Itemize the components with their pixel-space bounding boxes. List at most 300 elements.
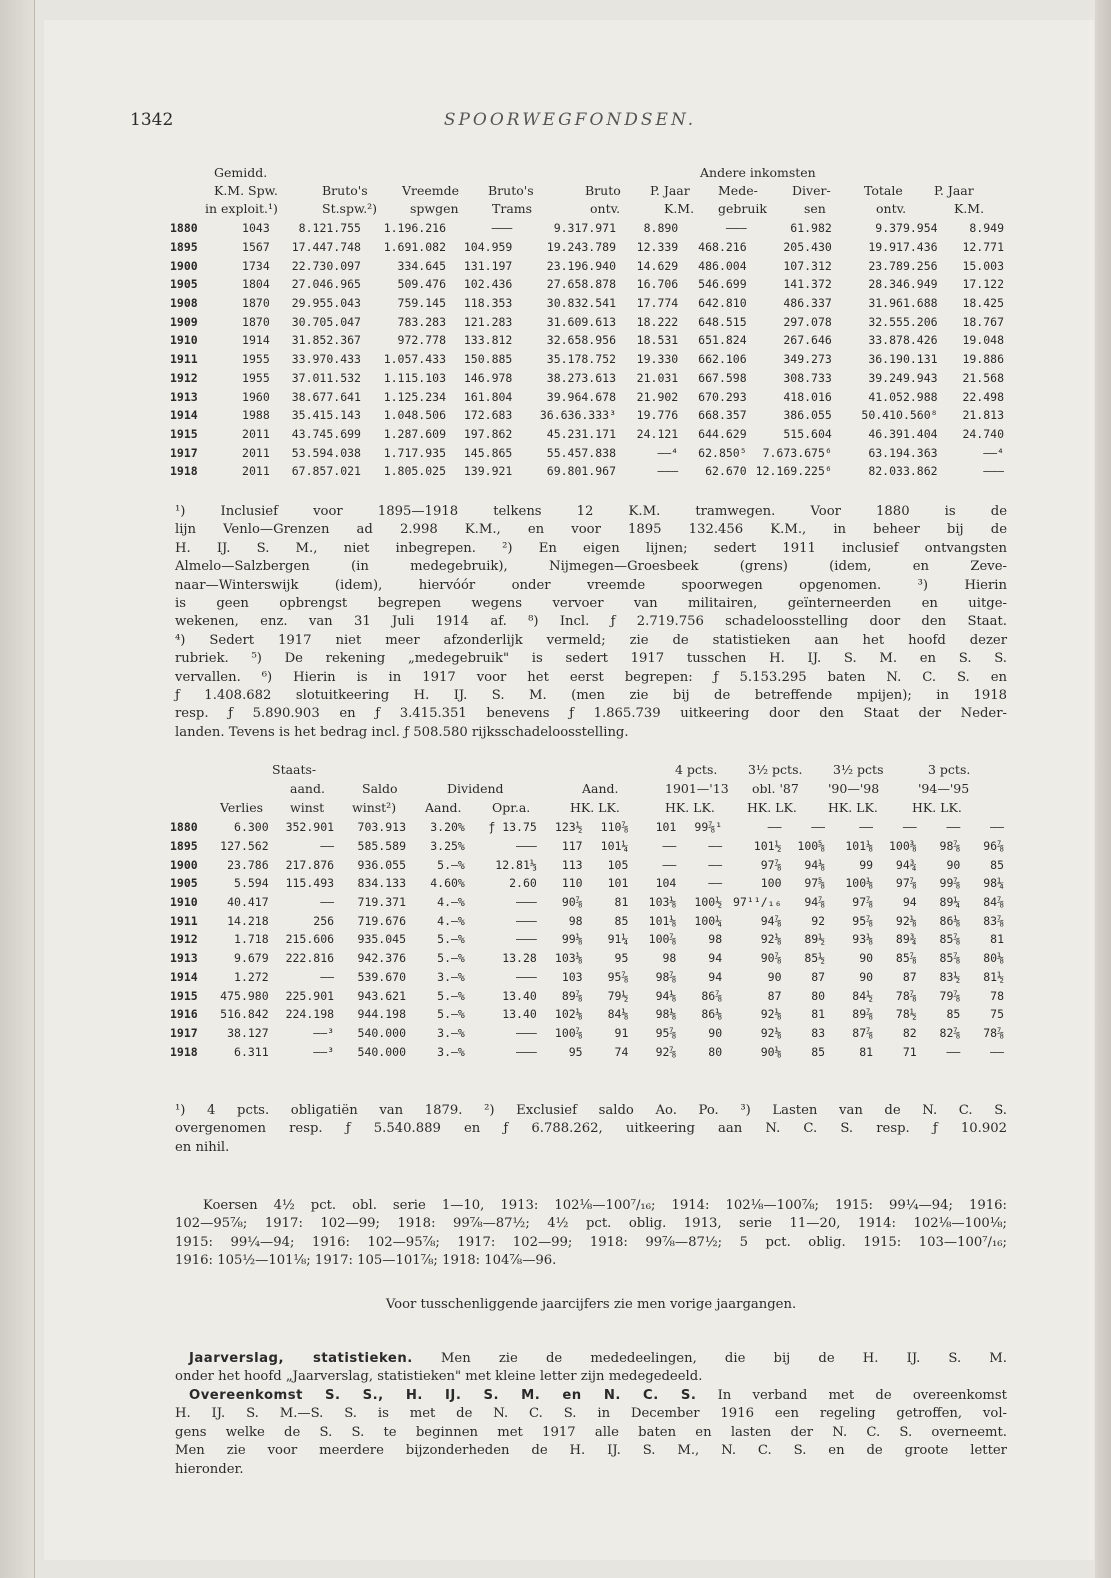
- value-cell: 942.376: [357, 951, 406, 966]
- value-cell: 585.589: [357, 839, 406, 854]
- value-cell: 4.—%: [437, 895, 465, 910]
- value-cell: 9.379.954: [875, 221, 938, 236]
- value-cell: 95⅞: [655, 1025, 677, 1040]
- value-cell: 97⅞: [760, 857, 782, 872]
- value-cell: 17.774: [636, 296, 679, 311]
- table-row: [167, 219, 1007, 238]
- jaarverslag-line: [175, 1350, 1007, 1368]
- value-cell: 783.283: [397, 314, 446, 329]
- value-cell: 81: [614, 895, 629, 910]
- table-row: [167, 1024, 1007, 1043]
- footnote-line: ⁴) Sedert 1917 niet meer afzonderlijk vermeld; zie de statistieken aan het hoofd dezer: [175, 632, 1007, 648]
- value-cell: 94: [708, 969, 723, 984]
- value-cell: 540.000: [357, 1025, 406, 1040]
- year-cell: 1880: [170, 221, 198, 236]
- value-cell: 2011: [242, 426, 270, 441]
- value-cell: 644.629: [698, 426, 747, 441]
- value-cell: 8.949: [969, 221, 1004, 236]
- value-cell: 1.196.216: [383, 221, 446, 236]
- value-cell: 99⅞: [939, 876, 961, 891]
- value-cell: 78: [990, 988, 1004, 1003]
- year-cell: 1914: [170, 969, 198, 984]
- year-cell: 1895: [170, 839, 198, 854]
- table-row: [167, 369, 1007, 388]
- year-cell: 1900: [170, 258, 198, 273]
- footnote-line: landen. Tevens is het bedrag incl. ƒ 508.580 rijksschadeloosstelling.: [175, 724, 629, 740]
- value-cell: 81: [811, 1007, 826, 1022]
- value-cell: 85: [946, 1007, 961, 1022]
- table-row: [167, 855, 1007, 874]
- value-cell: 90: [946, 857, 961, 872]
- table-row: [167, 256, 1007, 275]
- t1-h3-1: St.spw.²): [322, 201, 378, 216]
- value-cell: ——: [662, 839, 677, 854]
- footnote-line: resp. ƒ 5.890.903 en ƒ 3.415.351 benevens ƒ 1.865.739 uitkeering door den Staat der Neder-: [175, 706, 1007, 722]
- value-cell: 1.287.609: [383, 426, 446, 441]
- overeenkomst-text: In verband met de overeenkomst: [717, 1388, 1007, 1403]
- koersen-line: Koersen 4½ pct. obl. serie 1—10, 1913: 102⅛—100⁷/₁₆; 1914: 102⅛—100⅞; 1915: 99¼—94; 1916:: [203, 1198, 1007, 1213]
- koersen-line: 1916: 105½—101⅛; 1917: 105—101⅞; 1918: 104⅞—96.: [175, 1253, 557, 1269]
- value-cell: 145.865: [463, 445, 513, 460]
- t2-h3-6: HK. LK.: [665, 800, 715, 815]
- value-cell: ———: [516, 839, 537, 854]
- value-cell: 83⅞: [983, 913, 1004, 928]
- value-cell: 5.—%: [437, 1007, 465, 1022]
- value-cell: 101⅛: [845, 839, 874, 854]
- value-cell: 24.740: [962, 426, 1004, 441]
- value-cell: 82.033.862: [868, 464, 938, 479]
- value-cell: 30.832.541: [546, 296, 617, 311]
- t1-h3-9: K.M.: [954, 201, 985, 216]
- year-cell: 1908: [170, 296, 198, 311]
- year-cell: 1911: [170, 913, 198, 928]
- jaarverslag-heading: Jaarverslag, statistieken.: [189, 1351, 413, 1366]
- tussen-text: Voor tusschenliggende jaarcijfers zie men vorige jaargangen.: [385, 1297, 797, 1312]
- value-cell: 1043: [242, 221, 270, 236]
- value-cell: 53.594.038: [291, 445, 361, 460]
- value-cell: 5.—%: [437, 857, 465, 872]
- value-cell: 12.339: [636, 240, 679, 255]
- value-cell: 97¹¹/₁₆: [733, 895, 782, 910]
- t2-h1-1: 4 pcts.: [675, 762, 718, 777]
- value-cell: ——³: [313, 1025, 335, 1040]
- value-cell: ———: [491, 221, 513, 236]
- value-cell: ——: [320, 895, 335, 910]
- t2-h2-5: obl. '87: [752, 781, 799, 796]
- value-cell: 386.055: [783, 408, 832, 423]
- value-cell: 719.371: [357, 895, 406, 910]
- table-row: [167, 387, 1007, 406]
- year-cell: 1915: [170, 988, 198, 1003]
- value-cell: 539.670: [357, 969, 406, 984]
- value-cell: 74: [614, 1044, 629, 1059]
- value-cell: 21.031: [636, 370, 679, 385]
- table-row: [167, 350, 1007, 369]
- value-cell: 87: [902, 969, 917, 984]
- value-cell: 98⅞: [655, 969, 677, 984]
- value-cell: 100½: [694, 895, 723, 910]
- value-cell: 89¾: [895, 932, 917, 947]
- year-cell: 1880: [170, 820, 198, 835]
- value-cell: 84⅞: [983, 895, 1004, 910]
- table-row: [167, 238, 1007, 257]
- t1-h2-1: Bruto's: [322, 183, 368, 198]
- value-cell: 19.776: [636, 408, 679, 423]
- value-cell: 17.447.748: [291, 240, 361, 255]
- value-cell: 81½: [983, 969, 1004, 984]
- t2-h2-2: Dividend: [447, 781, 504, 796]
- table-row: [167, 294, 1007, 313]
- value-cell: 667.598: [698, 370, 747, 385]
- value-cell: 15.003: [962, 258, 1004, 273]
- value-cell: 100⅞: [648, 932, 677, 947]
- table-row: [167, 406, 1007, 425]
- value-cell: ——: [708, 839, 723, 854]
- value-cell: 1734: [242, 258, 270, 273]
- value-cell: 117: [561, 839, 583, 854]
- t1-h-gemidd: Gemidd.: [214, 165, 268, 180]
- value-cell: 486.337: [783, 296, 832, 311]
- value-cell: 3.—%: [437, 969, 465, 984]
- value-cell: 89⅞: [561, 988, 583, 1003]
- value-cell: 96⅞: [983, 839, 1004, 854]
- value-cell: 86⅞: [701, 988, 723, 1003]
- page-number: 1342: [130, 110, 174, 130]
- year-cell: 1900: [170, 857, 198, 872]
- value-cell: 14.218: [227, 913, 269, 928]
- value-cell: 102.436: [463, 277, 513, 292]
- value-cell: ——: [859, 820, 874, 835]
- value-cell: 55.457.838: [546, 445, 617, 460]
- value-cell: 1.717.935: [383, 445, 446, 460]
- value-cell: 1804: [242, 277, 270, 292]
- value-cell: 90: [859, 951, 874, 966]
- value-cell: 225.901: [285, 988, 335, 1003]
- value-cell: 6.311: [234, 1044, 269, 1059]
- value-cell: 80⅛: [983, 951, 1004, 966]
- table-row: [167, 1042, 1007, 1061]
- value-cell: ——: [708, 857, 723, 872]
- year-cell: 1909: [170, 314, 198, 329]
- value-cell: 759.145: [397, 296, 446, 311]
- year-cell: 1917: [170, 1025, 198, 1040]
- value-cell: 1988: [242, 408, 270, 423]
- value-cell: 972.778: [397, 333, 446, 348]
- t1-h3-8: ontv.: [876, 201, 907, 216]
- value-cell: 87: [767, 988, 782, 1003]
- footnote-line: vervallen. ⁶) Hierin is in 1917 voor het eerst begrepen: ƒ 5.153.295 baten N. C. S. en: [175, 669, 1007, 685]
- value-cell: 1.691.082: [383, 240, 446, 255]
- value-cell: 98: [662, 951, 677, 966]
- value-cell: 1.125.234: [383, 389, 446, 404]
- t2-h1-4: 3 pcts.: [928, 762, 971, 777]
- value-cell: 99⅞¹: [694, 820, 723, 835]
- koersen-line: 1915: 99¼—94; 1916: 102—95⅞; 1917: 102—99; 1918: 99⅞—87½; 5 pct. oblig. 1915: 103—100⁷/₁₆;: [175, 1234, 1007, 1250]
- value-cell: 1870: [242, 296, 270, 311]
- year-cell: 1910: [170, 333, 198, 348]
- value-cell: 1.057.433: [383, 352, 446, 367]
- value-cell: 18.767: [962, 314, 1004, 329]
- value-cell: 95: [614, 951, 629, 966]
- value-cell: 90⅞: [561, 895, 583, 910]
- value-cell: 87: [811, 969, 826, 984]
- value-cell: 101: [607, 876, 629, 891]
- value-cell: 475.980: [220, 988, 269, 1003]
- value-cell: 28.346.949: [868, 277, 938, 292]
- value-cell: ——⁴: [983, 445, 1004, 460]
- t2-h3-3: Aand.: [425, 800, 462, 815]
- year-cell: 1915: [170, 426, 198, 441]
- year-cell: 1911: [170, 352, 198, 367]
- value-cell: 75: [990, 1007, 1004, 1022]
- value-cell: 14.629: [636, 258, 679, 273]
- table-row: [167, 331, 1007, 350]
- t1-h3-2: spwgen: [410, 201, 459, 216]
- value-cell: 98⅛: [655, 1007, 677, 1022]
- value-cell: 22.730.097: [291, 258, 361, 273]
- page-edge: [1095, 0, 1111, 1578]
- value-cell: 23.196.940: [546, 258, 617, 273]
- value-cell: 81: [859, 1044, 874, 1059]
- value-cell: 6.300: [234, 820, 269, 835]
- value-cell: 105: [607, 857, 629, 872]
- value-cell: 509.476: [397, 277, 446, 292]
- footnote-line: naar—Winterswijk (idem), hiervóór onder vreemde spoorwegen opgenomen. ³) Hierin: [175, 577, 1007, 593]
- value-cell: ———: [516, 932, 537, 947]
- table-row: [167, 462, 1007, 481]
- value-cell: 215.606: [285, 932, 335, 947]
- value-cell: ——: [946, 820, 961, 835]
- value-cell: 98¼: [983, 876, 1004, 891]
- t1-h3-3: Trams: [492, 201, 533, 216]
- t1-h2-7: Diver-: [792, 183, 831, 198]
- value-cell: 2011: [242, 445, 270, 460]
- value-cell: 100⅞: [554, 1025, 583, 1040]
- value-cell: 37.011.532: [291, 370, 361, 385]
- value-cell: 79½: [607, 988, 629, 1003]
- value-cell: 944.198: [357, 1007, 406, 1022]
- value-cell: 100⅜: [888, 839, 917, 854]
- value-cell: 23.786: [227, 857, 269, 872]
- value-cell: 27.046.965: [291, 277, 361, 292]
- value-cell: ———: [983, 464, 1004, 479]
- overeenkomst-line: Men zie voor meerdere bijzonderheden de H. IJ. S. M., N. C. S. en de groote letter: [175, 1443, 1007, 1459]
- year-cell: 1918: [170, 464, 198, 479]
- value-cell: 31.961.688: [868, 296, 938, 311]
- overeenkomst-line: [175, 1387, 1007, 1405]
- t1-h3-4: ontv.: [590, 201, 621, 216]
- value-cell: 486.004: [698, 258, 747, 273]
- value-cell: 38.273.613: [546, 370, 617, 385]
- value-cell: 5.—%: [437, 932, 465, 947]
- t2-h1-3: 3½ pcts: [833, 762, 884, 777]
- footnote-line: Almelo—Salzbergen (in medegebruik), Nijmegen—Groesbeek (grens) (idem, en Zeve-: [175, 559, 1007, 575]
- year-cell: 1905: [170, 277, 198, 292]
- t2-h2-4: 1901—'13: [665, 781, 729, 796]
- value-cell: 50.410.560⁸: [861, 408, 938, 423]
- value-cell: 670.293: [698, 389, 747, 404]
- value-cell: 78½: [895, 1007, 917, 1022]
- overeenkomst-line: gens welke de S. S. te beginnen met 1917 alle baten en lasten der N. C. S. overneemt.: [175, 1424, 1007, 1440]
- t2-h2-1: Saldo: [362, 781, 398, 796]
- value-cell: 4.60%: [430, 876, 465, 891]
- value-cell: 161.804: [463, 389, 513, 404]
- value-cell: 668.357: [698, 408, 747, 423]
- value-cell: ———: [657, 464, 679, 479]
- value-cell: 3.20%: [430, 820, 465, 835]
- t2-h3-9: HK. LK.: [912, 800, 962, 815]
- table1-footnotes: [175, 503, 1007, 742]
- value-cell: 46.391.404: [868, 426, 938, 441]
- value-cell: 41.052.988: [868, 389, 938, 404]
- value-cell: 1955: [242, 352, 270, 367]
- value-cell: 35.178.752: [546, 352, 617, 367]
- t1-h2-9: P. Jaar: [934, 183, 974, 198]
- value-cell: 8.121.755: [298, 221, 361, 236]
- value-cell: ——: [990, 820, 1004, 835]
- value-cell: 92⅛: [895, 913, 917, 928]
- value-cell: 13.40: [502, 1007, 537, 1022]
- value-cell: 719.676: [357, 913, 406, 928]
- value-cell: 101½: [753, 839, 782, 854]
- value-cell: 94⅞: [804, 895, 826, 910]
- value-cell: 642.810: [698, 296, 747, 311]
- value-cell: 172.683: [463, 408, 513, 423]
- value-cell: 107.312: [783, 258, 832, 273]
- overeenkomst-line: hieronder.: [175, 1461, 244, 1477]
- value-cell: 110⅞: [600, 820, 629, 835]
- value-cell: ———: [516, 1044, 537, 1059]
- value-cell: 84⅛: [607, 1007, 629, 1022]
- value-cell: 95: [568, 1044, 583, 1059]
- value-cell: 92⅞: [655, 1044, 677, 1059]
- value-cell: 84½: [852, 988, 874, 1003]
- t1-h2-5: P. Jaar: [650, 183, 690, 198]
- value-cell: 85⅞: [895, 951, 917, 966]
- value-cell: 21.813: [962, 408, 1004, 423]
- value-cell: ——: [662, 857, 677, 872]
- value-cell: 146.978: [463, 370, 513, 385]
- t1-h2-4: Bruto: [585, 183, 621, 198]
- value-cell: 94⅛: [655, 988, 677, 1003]
- footnote-line: H. IJ. S. M., niet inbegrepen. ²) En eigen lijnen; sedert 1911 inclusief ontvangsten: [175, 540, 1007, 556]
- value-cell: 943.621: [357, 988, 406, 1003]
- footnote-line: is geen opbrengst begrepen wegens vervoer van militairen, geïnterneerden en uitge-: [175, 596, 1007, 612]
- value-cell: 101⅛: [648, 913, 677, 928]
- value-cell: 104: [655, 876, 677, 891]
- value-cell: 92⅛: [760, 932, 782, 947]
- value-cell: 1.048.506: [383, 408, 446, 423]
- value-cell: 78⅞: [895, 988, 917, 1003]
- value-cell: 85: [614, 913, 629, 928]
- t2-h2-6: '90—'98: [828, 781, 880, 796]
- value-cell: 352.901: [285, 820, 335, 835]
- value-cell: 92: [811, 913, 826, 928]
- value-cell: 69.801.967: [546, 464, 617, 479]
- jaarverslag-paragraph: [175, 1350, 1007, 1387]
- year-cell: 1913: [170, 951, 198, 966]
- value-cell: ———: [516, 895, 537, 910]
- value-cell: 197.862: [463, 426, 513, 441]
- table-row: [167, 874, 1007, 893]
- t1-h3-6: gebruik: [718, 201, 767, 216]
- value-cell: 349.273: [783, 352, 832, 367]
- value-cell: ———: [725, 221, 747, 236]
- value-cell: 12.169.225⁶: [755, 464, 832, 479]
- value-cell: 222.816: [285, 951, 335, 966]
- value-cell: 935.045: [357, 932, 406, 947]
- value-cell: 21.902: [636, 389, 679, 404]
- value-cell: 94⅛: [804, 857, 826, 872]
- value-cell: 3.—%: [437, 1025, 465, 1040]
- year-cell: 1910: [170, 895, 198, 910]
- value-cell: 101: [655, 820, 677, 835]
- value-cell: 43.745.699: [291, 426, 361, 441]
- year-cell: 1895: [170, 240, 198, 255]
- footnote-line: overgenomen resp. ƒ 5.540.889 en ƒ 6.788.262, uitkeering aan N. C. S. resp. ƒ 10.902: [175, 1121, 1007, 1137]
- income-table: [167, 219, 1007, 481]
- value-cell: 83½: [939, 969, 961, 984]
- value-cell: ——: [811, 820, 826, 835]
- value-cell: 3.—%: [437, 1044, 465, 1059]
- value-cell: 94¾: [895, 857, 917, 872]
- koersen-paragraph: [175, 1197, 1007, 1271]
- value-cell: 133.812: [463, 333, 513, 348]
- value-cell: ——: [902, 820, 917, 835]
- value-cell: 92⅛: [760, 1007, 782, 1022]
- running-title: SPOORWEGFONDSEN.: [443, 110, 697, 130]
- value-cell: 936.055: [357, 857, 406, 872]
- value-cell: 18.425: [962, 296, 1004, 311]
- value-cell: 150.885: [463, 352, 513, 367]
- value-cell: 101¼: [600, 839, 629, 854]
- value-cell: 85⅞: [939, 951, 961, 966]
- value-cell: 29.955.043: [291, 296, 361, 311]
- table-row: [167, 1005, 1007, 1024]
- value-cell: 19.917.436: [868, 240, 938, 255]
- value-cell: 93⅛: [852, 932, 874, 947]
- value-cell: 40.417: [227, 895, 269, 910]
- value-cell: 13.40: [502, 988, 537, 1003]
- value-cell: 23.789.256: [868, 258, 938, 273]
- t2-h1-0: Staats-: [272, 762, 317, 777]
- year-cell: 1916: [170, 1007, 198, 1022]
- value-cell: 38.127: [227, 1025, 269, 1040]
- year-cell: 1914: [170, 408, 198, 423]
- value-cell: 85⅞: [939, 932, 961, 947]
- year-cell: 1912: [170, 370, 198, 385]
- t2-h3-4: Opr.a.: [492, 800, 531, 815]
- value-cell: 21.568: [962, 370, 1004, 385]
- value-cell: 31.609.613: [546, 314, 617, 329]
- value-cell: 100¼: [694, 913, 723, 928]
- value-cell: 662.106: [698, 352, 747, 367]
- value-cell: ——: [946, 1044, 961, 1059]
- value-cell: 16.706: [636, 277, 679, 292]
- t1-h3-5: K.M.: [664, 201, 695, 216]
- value-cell: 18.222: [636, 314, 679, 329]
- t2-h3-5: HK. LK.: [570, 800, 620, 815]
- value-cell: 100⅝: [797, 839, 826, 854]
- value-cell: 95⅞: [852, 913, 874, 928]
- value-cell: 103: [561, 969, 583, 984]
- footnote-line: ƒ 1.408.682 slotuitkeering H. IJ. S. M. (men zie bij de betreffende mpijen); in 1918: [175, 688, 1007, 704]
- value-cell: 113: [561, 857, 583, 872]
- t2-h3-0: Verlies: [220, 800, 264, 815]
- value-cell: 103⅛: [648, 895, 677, 910]
- t1-h2-2: Vreemde: [402, 183, 460, 198]
- footnote-line: ¹) Inclusief voor 1895—1918 telkens 12 K.M. tramwegen. Voor 1880 is de: [175, 504, 1007, 519]
